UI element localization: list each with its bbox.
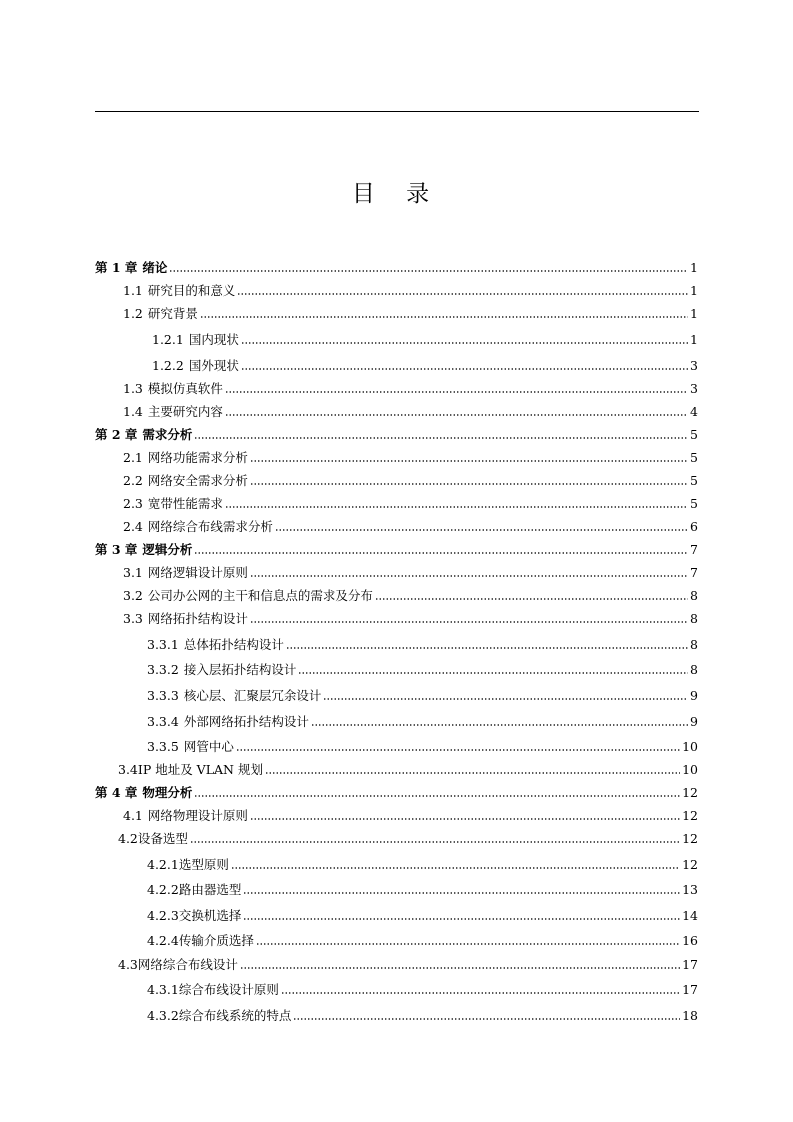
toc-entry-title: 国内现状 — [188, 332, 239, 347]
toc-entry[interactable] — [147, 712, 698, 730]
toc-entry-number: 1.1 — [123, 283, 143, 298]
toc-leader-dots — [190, 840, 680, 844]
toc-entry-number: 第 4 章 — [95, 785, 138, 800]
toc-entry-number: 第 3 章 — [95, 542, 138, 557]
toc-entry-page: 12 — [682, 808, 698, 823]
toc-entry-title: 网管中心 — [183, 739, 234, 754]
toc-entry-page: 1 — [690, 260, 698, 275]
toc-leader-dots — [281, 991, 680, 995]
toc-entry-page: 4 — [690, 404, 698, 419]
toc-entry-title: 逻辑分析 — [142, 542, 193, 557]
toc-entry[interactable] — [147, 906, 698, 924]
toc-leader-dots — [293, 1017, 680, 1021]
toc-entry[interactable] — [147, 880, 698, 898]
toc-entry-number: 3.3.1 — [147, 637, 179, 652]
toc-leader-dots — [237, 292, 688, 296]
toc-leader-dots — [194, 436, 688, 440]
toc-leader-dots — [243, 917, 680, 921]
toc-entry-label — [123, 588, 373, 604]
toc-entry-number: 2.4 — [123, 519, 143, 534]
toc-entry[interactable] — [123, 304, 698, 322]
toc-entry[interactable] — [123, 586, 698, 604]
toc-entry-page: 8 — [690, 637, 698, 652]
toc-entry[interactable] — [123, 402, 698, 420]
toc-entry[interactable] — [95, 540, 698, 558]
toc-entry-page: 13 — [682, 882, 698, 897]
toc-entry[interactable] — [147, 686, 698, 704]
toc-leader-dots — [275, 528, 688, 532]
toc-entry-label — [95, 260, 167, 276]
toc-entry-number: 3.3.5 — [147, 739, 179, 754]
toc-leader-dots — [311, 723, 688, 727]
toc-entry-number: 3.3.4 — [147, 714, 179, 729]
toc-entry-title: 网络物理设计原则 — [147, 808, 248, 823]
toc-entry[interactable] — [147, 980, 698, 998]
toc-entry-number: 1.3 — [123, 381, 143, 396]
toc-entry-label — [147, 933, 254, 949]
toc-entry-page: 18 — [682, 1008, 698, 1023]
toc-entry-title: 宽带性能需求 — [147, 496, 223, 511]
toc-entry-page: 7 — [690, 542, 698, 557]
toc-leader-dots — [323, 697, 688, 701]
toc-entry-title: 路由器选型 — [178, 882, 242, 897]
toc-leader-dots — [225, 505, 688, 509]
toc-entry-title: 国外现状 — [188, 358, 239, 373]
toc-entry-page: 5 — [690, 427, 698, 442]
toc-leader-dots — [200, 315, 688, 319]
toc-entry[interactable] — [152, 356, 698, 374]
toc-leader-dots — [250, 482, 688, 486]
toc-leader-dots — [250, 620, 688, 624]
toc-entry-number: 1.2.1 — [152, 332, 184, 347]
toc-entry-page: 17 — [682, 957, 698, 972]
toc-entry-number: 3.1 — [123, 565, 143, 580]
toc-entry-label — [123, 565, 248, 581]
toc-entry-page: 8 — [690, 611, 698, 626]
toc-entry-page: 1 — [690, 306, 698, 321]
toc-leader-dots — [286, 646, 688, 650]
toc-entry-number: 4.2.1 — [147, 857, 179, 872]
toc-entry[interactable] — [95, 258, 698, 276]
toc-entry-number: 4.2.2 — [147, 882, 179, 897]
toc-entry-page: 14 — [682, 908, 698, 923]
toc-entry-label — [123, 283, 235, 299]
toc-entry-label — [147, 882, 241, 898]
toc-entry-title: 核心层、汇聚层冗余设计 — [183, 688, 322, 703]
toc-entry-number: 3.3 — [123, 611, 143, 626]
toc-entry-label — [123, 496, 223, 512]
header-rule — [95, 111, 699, 112]
page-title: 目 录 — [351, 181, 442, 207]
toc-entry-page: 1 — [690, 283, 698, 298]
toc-entry-number: 4.2 — [118, 831, 138, 846]
toc-entry-page: 7 — [690, 565, 698, 580]
toc-leader-dots — [231, 866, 680, 870]
toc-entry-title: 网络功能需求分析 — [147, 450, 248, 465]
toc-leader-dots — [241, 367, 688, 371]
toc-entry[interactable] — [118, 955, 698, 973]
toc-entry[interactable] — [147, 931, 698, 949]
toc-entry[interactable] — [123, 471, 698, 489]
toc-entry-label — [95, 427, 192, 443]
toc-entry-label — [118, 762, 263, 778]
toc-entry-number: 2.3 — [123, 496, 143, 511]
toc-entry-title: 选型原则 — [178, 857, 229, 872]
toc-entry-title: IP 地址及 VLAN 规划 — [137, 762, 263, 777]
toc-entry[interactable] — [147, 1006, 698, 1024]
toc-entry-title: 网络逻辑设计原则 — [147, 565, 248, 580]
toc-entry-title: 网络拓扑结构设计 — [147, 611, 248, 626]
toc-entry-title: 接入层拓扑结构设计 — [183, 662, 297, 677]
toc-leader-dots — [194, 551, 688, 555]
toc-entry[interactable] — [147, 855, 698, 873]
toc-leader-dots — [243, 891, 680, 895]
toc-entry-page: 8 — [690, 588, 698, 603]
toc-entry-number: 4.3 — [118, 957, 138, 972]
toc-entry-label — [123, 404, 223, 420]
toc-entry[interactable] — [118, 829, 698, 847]
toc-entry[interactable] — [123, 448, 698, 466]
toc-entry-label — [123, 519, 273, 535]
toc-entry[interactable] — [123, 563, 698, 581]
toc-entry-title: 外部网络拓扑结构设计 — [183, 714, 309, 729]
toc-leader-dots — [250, 574, 688, 578]
toc-entry-label — [123, 473, 248, 489]
toc-leader-dots — [240, 966, 680, 970]
toc-entry[interactable] — [123, 281, 698, 299]
toc-entry-number: 2.2 — [123, 473, 143, 488]
toc-entry-page: 5 — [690, 450, 698, 465]
toc-entry-label — [95, 785, 192, 801]
toc-entry-page: 10 — [682, 762, 698, 777]
toc-entry[interactable] — [123, 517, 698, 535]
toc-entry-label — [123, 611, 248, 627]
toc-entry-label — [118, 957, 238, 973]
toc-entry-number: 3.4 — [118, 762, 138, 777]
toc-leader-dots — [225, 390, 688, 394]
toc-entry-title: 总体拓扑结构设计 — [183, 637, 284, 652]
toc-entry-number: 4.2.4 — [147, 933, 179, 948]
toc-entry-page: 8 — [690, 662, 698, 677]
toc-entry[interactable] — [147, 737, 698, 755]
toc-entry-title: 需求分析 — [142, 427, 193, 442]
toc-leader-dots — [265, 771, 680, 775]
toc-entry-title: 网络综合布线需求分析 — [147, 519, 273, 534]
toc-entry-number: 4.1 — [123, 808, 143, 823]
toc-entry-number: 3.3.3 — [147, 688, 179, 703]
toc-entry-page: 10 — [682, 739, 698, 754]
toc-entry-number: 3.2 — [123, 588, 143, 603]
toc-entry-label — [152, 332, 239, 348]
toc-entry-page: 5 — [690, 473, 698, 488]
toc-entry[interactable] — [147, 660, 698, 678]
toc-leader-dots — [375, 597, 688, 601]
toc-entry-label — [147, 908, 241, 924]
toc-entry-page: 1 — [690, 332, 698, 347]
toc-entry-number: 1.4 — [123, 404, 143, 419]
toc-entry-number: 4.2.3 — [147, 908, 179, 923]
toc-entry-number: 2.1 — [123, 450, 143, 465]
toc-leader-dots — [194, 794, 680, 798]
toc-entry-title: 设备选型 — [137, 831, 188, 846]
toc-entry-title: 综合布线系统的特点 — [178, 1008, 292, 1023]
toc-entry-number: 4.3.1 — [147, 982, 179, 997]
toc-entry[interactable] — [152, 330, 698, 348]
toc-entry-title: 物理分析 — [142, 785, 193, 800]
toc-entry-label — [123, 450, 248, 466]
toc-entry-label — [147, 688, 321, 704]
toc-entry-title: 公司办公网的主干和信息点的需求及分布 — [147, 588, 373, 603]
toc-entry[interactable] — [123, 806, 698, 824]
toc-entry-number: 第 2 章 — [95, 427, 138, 442]
toc-entry-page: 5 — [690, 496, 698, 511]
toc-leader-dots — [250, 459, 688, 463]
toc-entry-label — [152, 358, 239, 374]
toc-entry-number: 1.2.2 — [152, 358, 184, 373]
toc-entry-title: 主要研究内容 — [147, 404, 223, 419]
toc-entry-label — [147, 1008, 291, 1024]
toc-leader-dots — [250, 817, 680, 821]
toc-entry-page: 16 — [682, 933, 698, 948]
toc-entry-label — [147, 637, 284, 653]
toc-entry-label — [123, 306, 198, 322]
toc-entry-page: 6 — [690, 519, 698, 534]
toc-entry[interactable] — [123, 494, 698, 512]
toc-entry-title: 交换机选择 — [178, 908, 242, 923]
toc-entry-title: 研究背景 — [147, 306, 198, 321]
toc-entry-page: 3 — [690, 358, 698, 373]
toc-entry-title: 研究目的和意义 — [147, 283, 236, 298]
toc-entry-page: 17 — [682, 982, 698, 997]
toc-entry-label — [147, 739, 234, 755]
toc-entry[interactable] — [123, 609, 698, 627]
toc-entry[interactable] — [95, 425, 698, 443]
toc-entry-title: 综合布线设计原则 — [178, 982, 279, 997]
toc-entry[interactable] — [118, 760, 698, 778]
toc-entry-label — [147, 857, 229, 873]
toc-entry-label — [123, 808, 248, 824]
toc-entry-label — [118, 831, 188, 847]
toc-leader-dots — [169, 269, 688, 273]
toc-entry[interactable] — [147, 635, 698, 653]
toc-leader-dots — [225, 413, 688, 417]
toc-entry-page: 12 — [682, 785, 698, 800]
toc-entry-page: 12 — [682, 857, 698, 872]
toc-leader-dots — [298, 671, 688, 675]
toc-entry-title: 绪论 — [142, 260, 168, 275]
toc-entry-page: 9 — [690, 714, 698, 729]
toc-entry-label — [147, 714, 309, 730]
toc-entry-label — [123, 381, 223, 397]
toc-entry-title: 网络综合布线设计 — [137, 957, 238, 972]
toc-entry-page: 12 — [682, 831, 698, 846]
toc-leader-dots — [256, 942, 680, 946]
toc-entry[interactable] — [123, 379, 698, 397]
toc-entry-label — [147, 662, 296, 678]
toc-entry[interactable] — [95, 783, 698, 801]
toc-entry-title: 传输介质选择 — [178, 933, 254, 948]
toc-entry-page: 3 — [690, 381, 698, 396]
toc-leader-dots — [241, 341, 688, 345]
toc-entry-page: 9 — [690, 688, 698, 703]
toc-entry-label — [95, 542, 192, 558]
toc-entry-label — [147, 982, 279, 998]
toc-entry-title: 模拟仿真软件 — [147, 381, 223, 396]
toc-entry-number: 第 1 章 — [95, 260, 138, 275]
toc-entry-title: 网络安全需求分析 — [147, 473, 248, 488]
toc-entry-number: 3.3.2 — [147, 662, 179, 677]
toc-leader-dots — [236, 748, 680, 752]
toc-entry-number: 4.3.2 — [147, 1008, 179, 1023]
toc-entry-number: 1.2 — [123, 306, 143, 321]
